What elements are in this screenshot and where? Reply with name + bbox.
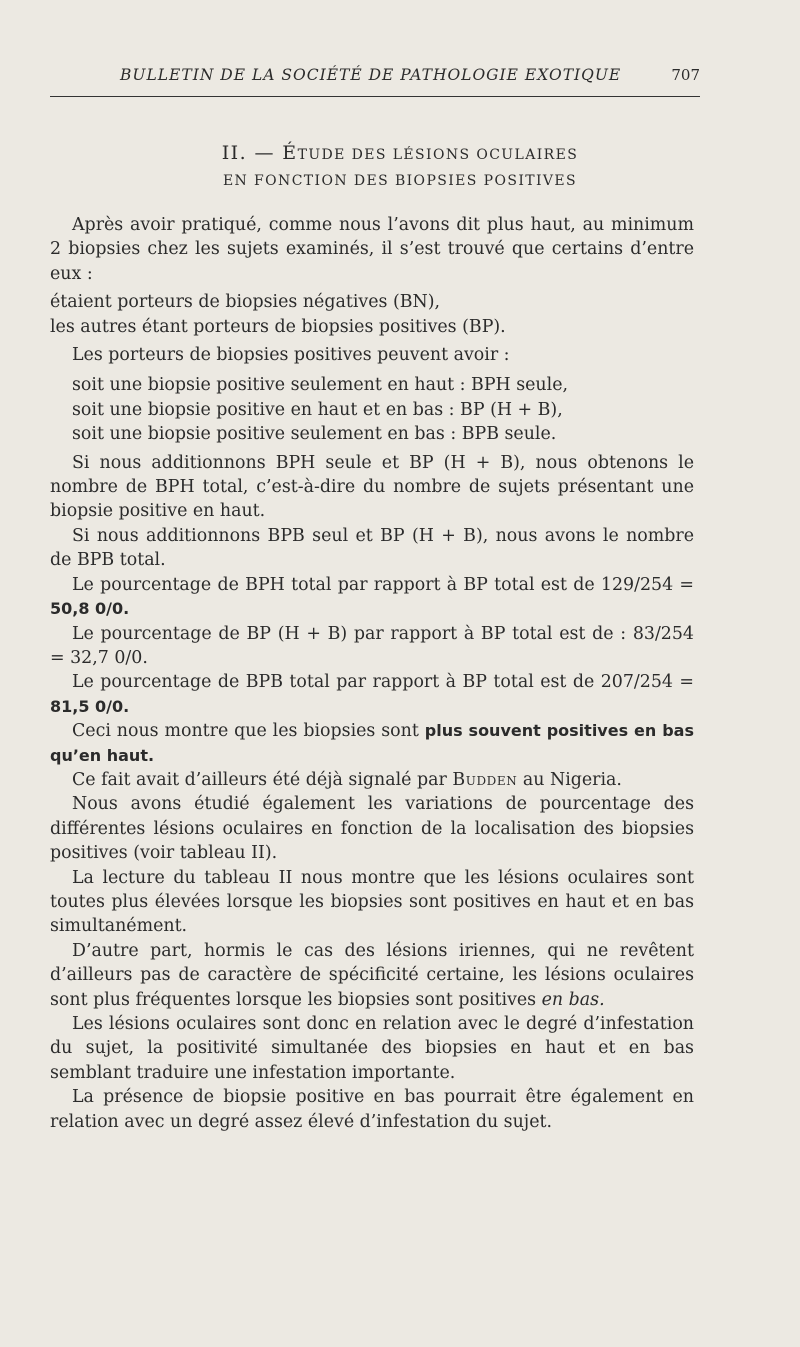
running-header bbox=[50, 62, 700, 97]
paragraph: Le pourcentage de BP (H + B) par rapport à BP total est de : 83/254 = 32,7 0/0. bbox=[50, 623, 694, 668]
body-text bbox=[50, 213, 694, 1134]
section-heading bbox=[0, 140, 800, 194]
paragraph: La lecture du tableau II nous montre que les lésions oculaires sont toutes plus élevées lorsque les biopsies sont positives en haut et en bas simultanément. bbox=[50, 867, 694, 937]
paragraph: D’autre part, hormis le cas des lésions iriennes, qui ne revêtent d’ailleurs pas de caractère de spécificité certaine, les lésions oculaires sont plus fréquentes lorsque les biopsies sont positives en bas. bbox=[50, 940, 694, 1010]
paragraph: Après avoir pratiqué, comme nous l’avons dit plus haut, au minimum 2 biopsies chez les sujets examinés, il s’est trouvé que certains d’entre eux : bbox=[50, 215, 694, 284]
paragraph: Les porteurs de biopsies positives peuvent avoir : bbox=[72, 345, 510, 366]
bold-percentage: 81,5 0/0. bbox=[50, 696, 130, 716]
paragraph: Les lésions oculaires sont donc en relation avec le degré d’infestation du sujet, la positivité simultanée des biopsies en haut et en bas semblant traduire une infestation importante. bbox=[50, 1014, 694, 1083]
paragraph: Le pourcentage de BPH total par rapport à BP total est de 129/254 = 50,8 0/0. bbox=[50, 574, 694, 619]
biopsy-list bbox=[50, 373, 694, 446]
bold-conclusion: plus souvent positives en bas qu’en haut. bbox=[50, 721, 695, 765]
author-name: Budden bbox=[452, 769, 518, 790]
journal-title: BULLETIN DE LA SOCIÉTÉ DE PATHOLOGIE EXOTIQUE bbox=[120, 66, 622, 84]
paragraph: Le pourcentage de BPB total par rapport à BP total est de 207/254 = 81,5 0/0. bbox=[50, 672, 694, 716]
paragraph: Si nous additionnons BPH seule et BP (H + B), nous obtenons le nombre de BPH total, c’est-à-dire du nombre de sujets présentant une biopsie positive en haut. bbox=[50, 452, 694, 522]
paragraph: La présence de biopsie positive en bas pourrait être également en relation avec un degré assez élevé d’infestation du sujet. bbox=[50, 1087, 694, 1132]
bold-percentage: 50,8 0/0. bbox=[50, 599, 130, 619]
paragraph: Si nous additionnons BPB seul et BP (H + B), nous avons le nombre de BPB total. bbox=[50, 525, 694, 571]
list-item: soit une biopsie positive seulement en bas : BPB seule. bbox=[72, 424, 557, 445]
list-item: soit une biopsie positive seulement en haut : BPH seule, bbox=[72, 375, 569, 396]
list-item: soit une biopsie positive en haut et en bas : BP (H + B), bbox=[72, 399, 563, 420]
paragraph: Nous avons étudié également les variations de pourcentage des différentes lésions oculaires en fonction de la localisation des biopsies positives (voir tableau II). bbox=[50, 794, 694, 864]
section-heading-line-1: II. — ÉTUDE DES LÉSIONS OCULAIRES bbox=[221, 142, 579, 164]
paragraph: Ceci nous montre que les biopsies sont plus souvent positives en bas qu’en haut. bbox=[50, 721, 695, 765]
italic-text: en bas. bbox=[541, 989, 605, 1010]
paragraph: Ce fait avait d’ailleurs été déjà signalé par Budden au Nigeria. bbox=[72, 769, 622, 790]
section-heading-line-2: EN FONCTION DES BIOPSIES POSITIVES bbox=[222, 173, 578, 189]
page-number: 707 bbox=[671, 66, 700, 84]
paragraph: étaient porteurs de biopsies négatives (BN), bbox=[50, 292, 441, 313]
paragraph: les autres étant porteurs de biopsies positives (BP). bbox=[50, 316, 506, 337]
